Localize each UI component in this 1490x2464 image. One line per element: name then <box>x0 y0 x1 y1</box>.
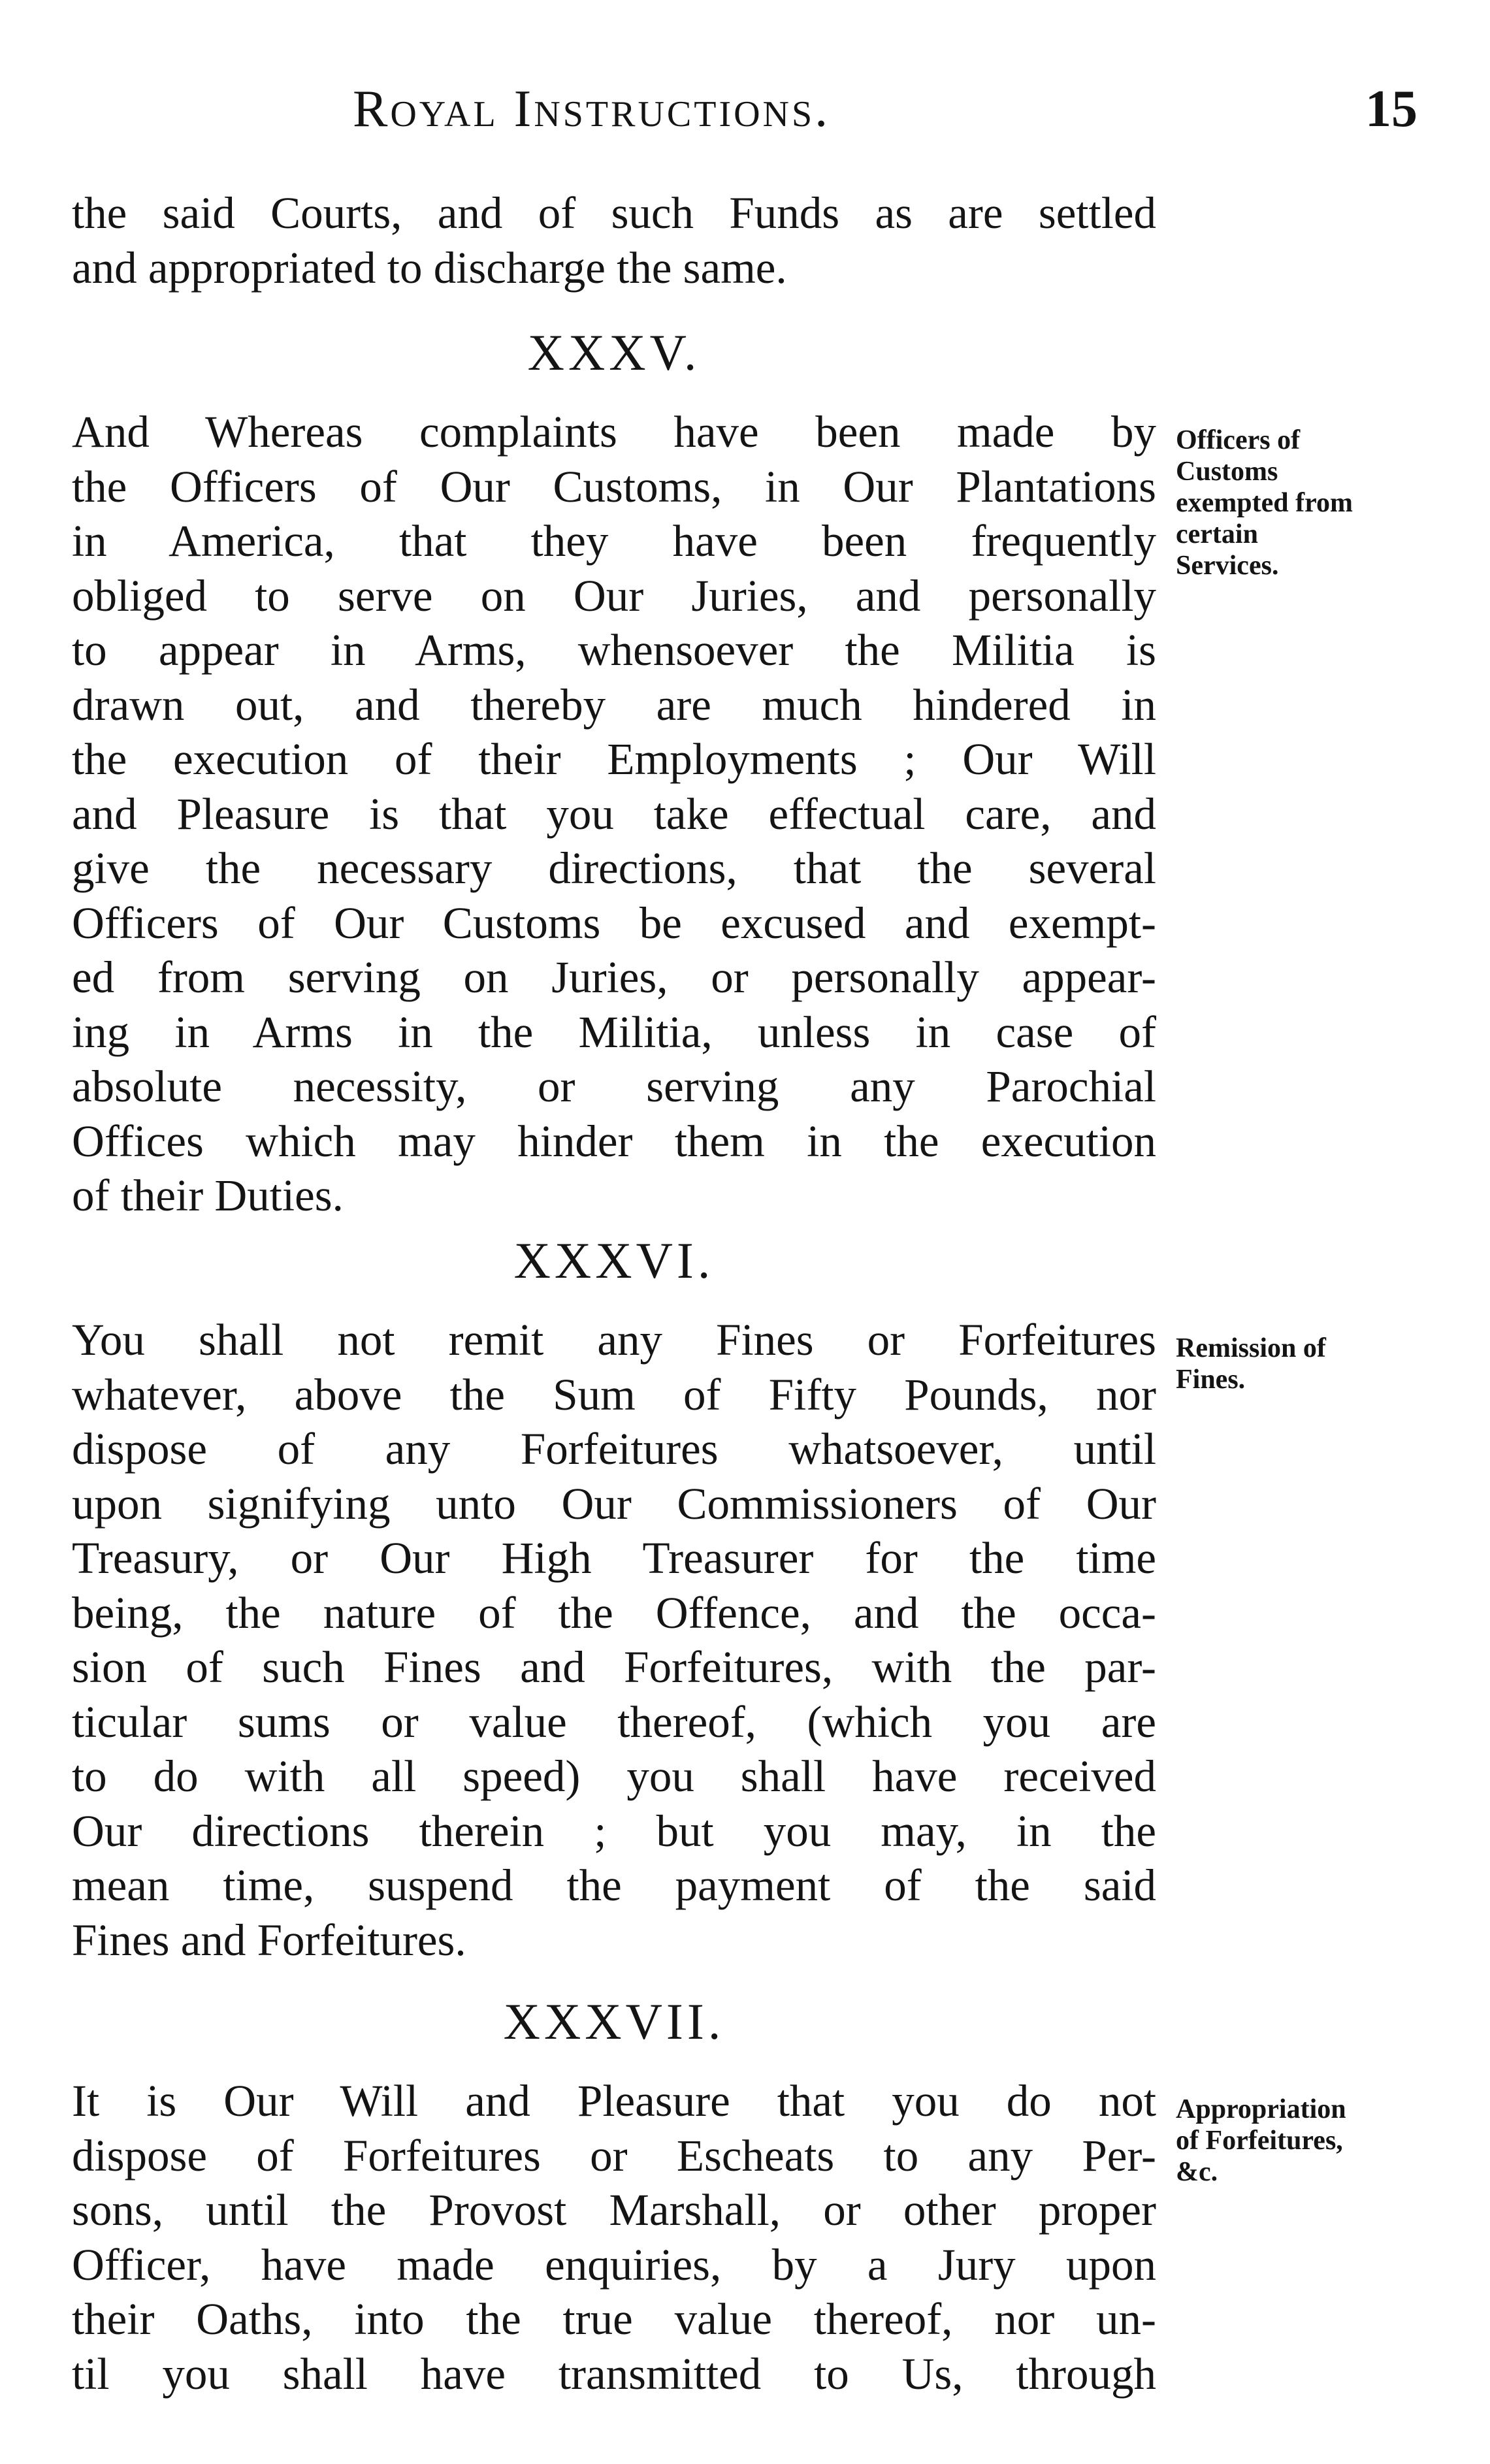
paragraph-text <box>72 2074 1156 2401</box>
text-line: and appropriated to discharge the same. <box>72 242 787 293</box>
section-xxxvi-paragraph <box>72 1313 1156 1968</box>
text-line: dispose of any Forfeitures whatsoever, until <box>72 1424 1156 1474</box>
text-line: You shall not remit any Fines or Forfeitures <box>72 1315 1156 1365</box>
margin-note-remission-of-fines <box>1176 1333 1437 1395</box>
text-line: mean time, suspend the payment of the said <box>72 1860 1156 1910</box>
text-line: til you shall have transmitted to Us, through <box>72 2348 1156 2399</box>
margin-note-officers-of-customs <box>1176 425 1437 581</box>
text-line: being, the nature of the Offence, and the occa- <box>72 1587 1156 1638</box>
text-line: and Pleasure is that you take effectual care, and <box>72 788 1156 839</box>
margin-note-line: &c. <box>1176 2157 1218 2187</box>
margin-note-line: of Forfeitures, <box>1176 2126 1343 2156</box>
text-line: sion of such Fines and Forfeitures, with the par- <box>72 1642 1156 1692</box>
margin-note-line: Fines. <box>1176 1365 1246 1395</box>
margin-note-appropriation-of-forfeitures <box>1176 2094 1437 2188</box>
paragraph-text <box>72 186 1156 295</box>
text-line: Treasury, or Our High Treasurer for the time <box>72 1533 1156 1583</box>
margin-note-line: certain <box>1176 519 1258 549</box>
running-head: Royal Instructions. <box>353 80 831 138</box>
margin-note-line: Customs <box>1176 457 1278 487</box>
text-line: Our directions therein ; but you may, in the <box>72 1806 1156 1856</box>
text-line: Fines and Forfeitures. <box>72 1915 466 1965</box>
text-line: absolute necessity, or serving any Parochial <box>72 1062 1156 1111</box>
text-line: ticular sums or value thereof, (which you are <box>72 1696 1156 1747</box>
text-line: ed from serving on Juries, or personally appear- <box>72 952 1156 1002</box>
paragraph-text <box>72 1313 1156 1968</box>
margin-note-line: Services. <box>1176 551 1279 581</box>
text-line: give the necessary directions, that the several <box>72 843 1156 893</box>
text-line: drawn out, and thereby are much hindered in <box>72 679 1156 730</box>
section-title-xxxv: XXXV. <box>527 324 701 381</box>
text-line: Officer, have made enquiries, by a Jury upon <box>72 2239 1156 2290</box>
paragraph-text <box>72 405 1156 1224</box>
text-line: Offices which may hinder them in the execution <box>72 1116 1156 1166</box>
text-line: ing in Arms in the Militia, unless in case of <box>72 1007 1156 1057</box>
text-line: their Oaths, into the true value thereof, nor un- <box>72 2294 1156 2344</box>
text-line: the said Courts, and of such Funds as are settled <box>72 188 1156 238</box>
text-line: whatever, above the Sum of Fifty Pounds, nor <box>72 1369 1156 1419</box>
text-line: to do with all speed) you shall have received <box>72 1751 1156 1801</box>
text-line: of their Duties. <box>72 1171 344 1220</box>
section-title-xxxvi: XXXVI. <box>513 1232 715 1289</box>
margin-note-line: Remission of <box>1176 1333 1326 1363</box>
margin-note-line: Appropriation <box>1176 2094 1346 2124</box>
text-line: the execution of their Employments ; Our Will <box>72 734 1156 784</box>
text-line: to appear in Arms, whensoever the Militia is <box>72 625 1156 675</box>
text-line: It is Our Will and Pleasure that you do not <box>72 2076 1156 2126</box>
margin-note-line: exempted from <box>1176 488 1353 518</box>
section-xxxvii-paragraph <box>72 2074 1156 2401</box>
text-line: And Whereas complaints have been made by <box>72 407 1156 457</box>
section-xxxv-paragraph <box>72 405 1156 1224</box>
text-line: dispose of Forfeitures or Escheats to any Per- <box>72 2130 1156 2180</box>
text-line: Officers of Our Customs be excused and exempt- <box>72 898 1156 948</box>
text-line: upon signifying unto Our Commissioners of Our <box>72 1478 1156 1529</box>
section-title-xxxvii: XXXVII. <box>503 1993 725 2050</box>
margin-note-line: Officers of <box>1176 425 1301 455</box>
text-line: obliged to serve on Our Juries, and personally <box>72 570 1156 621</box>
page-number: 15 <box>1365 80 1417 138</box>
text-line: in America, that they have been frequently <box>72 516 1156 566</box>
continuation-paragraph <box>72 186 1156 295</box>
text-line: sons, until the Provost Marshall, or other proper <box>72 2185 1156 2235</box>
text-line: the Officers of Our Customs, in Our Plantations <box>72 461 1156 511</box>
page-header <box>72 73 1417 145</box>
